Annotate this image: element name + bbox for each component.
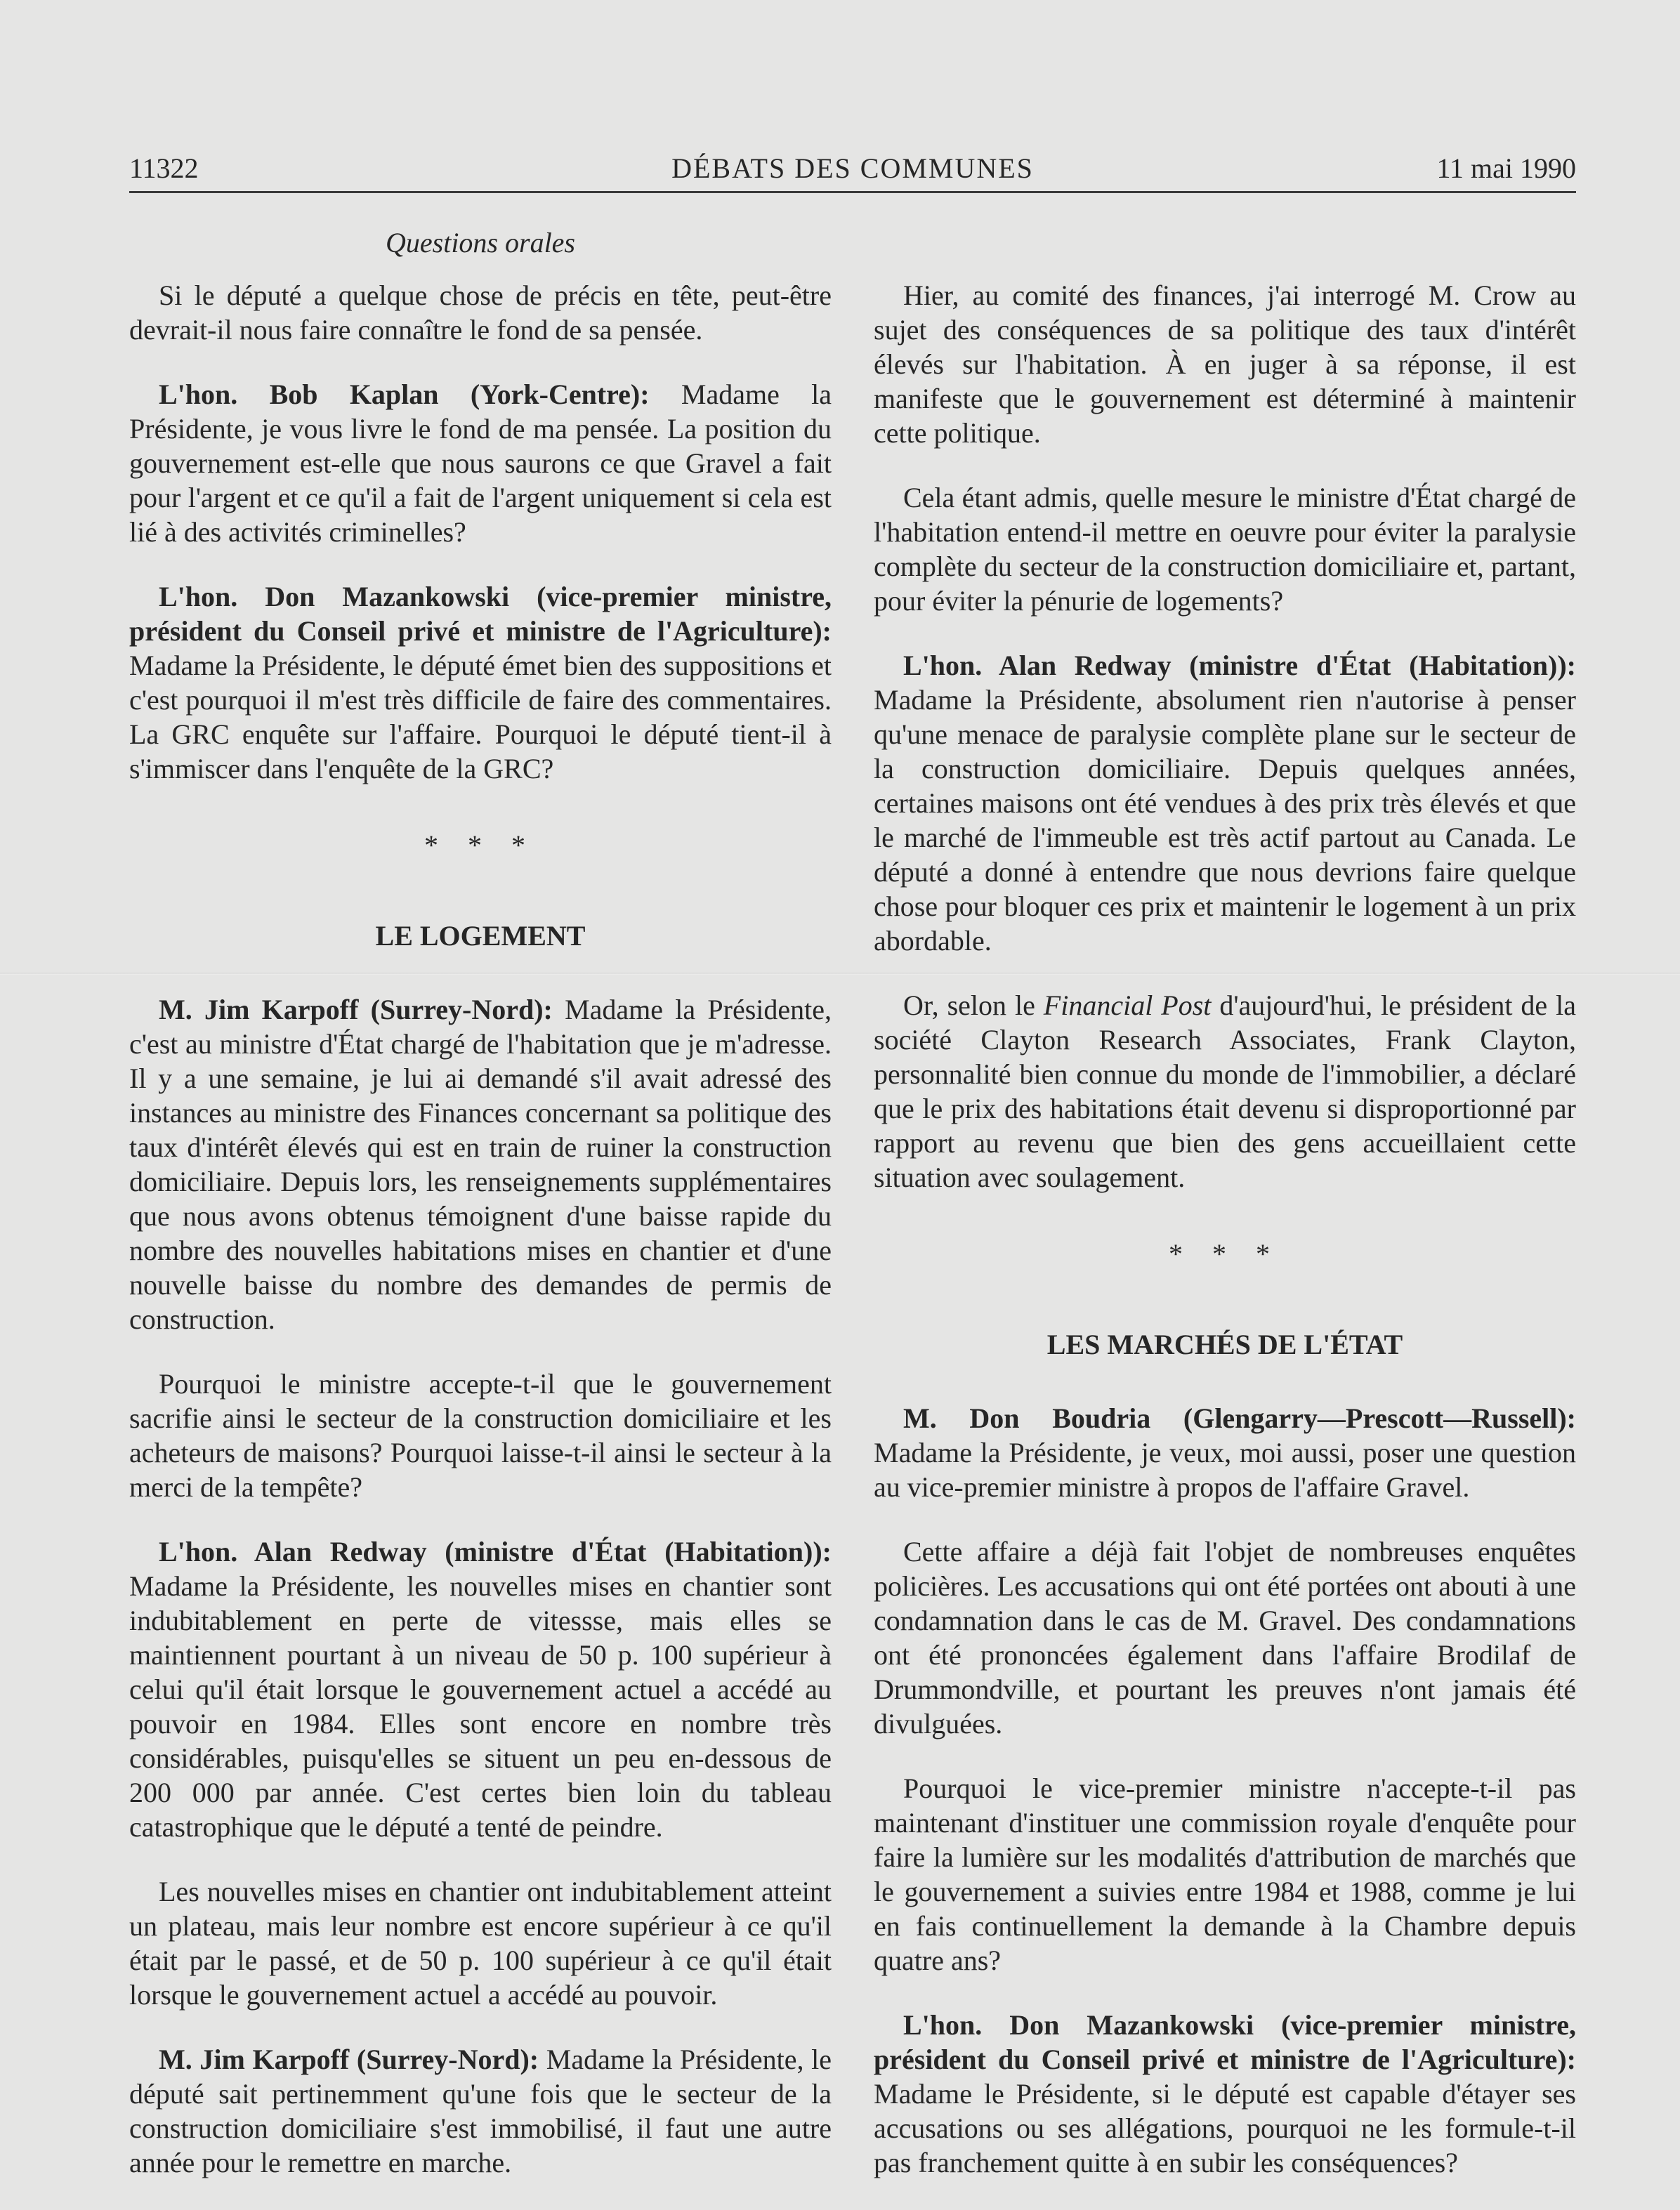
publication-title: DÉBATS DES COMMUNES bbox=[671, 152, 1034, 184]
paragraph bbox=[874, 480, 1576, 618]
paragraph bbox=[874, 1401, 1576, 1504]
paragraph-text: Madame la Présidente, je veux, moi aussi, poser une question au vice-premier ministre à propos de l'affaire Gravel. bbox=[874, 1437, 1576, 1503]
paragraph-text: Hier, au comité des finances, j'ai interrogé M. Crow au sujet des conséquences de sa politique des taux d'intérêt élevés sur l'habitation. À en juger à sa réponse, il est manifeste que le gouvernement est déterminé à maintenir cette politique. bbox=[874, 279, 1576, 449]
paragraph-text: Pourquoi le ministre accepte-t-il que le gouvernement sacrifie ainsi le secteur de la construction domiciliaire et les acheteurs de maisons? Pourquoi laisse-t-il ainsi le secteur à la merci de la tempête? bbox=[129, 1368, 832, 1503]
paragraph-text: Cela étant admis, quelle mesure le ministre d'État chargé de l'habitation entend-il mettre en oeuvre pour éviter la paralysie complète du secteur de la construction domiciliaire et, partant, pour éviter la pénurie de logements? bbox=[874, 482, 1576, 617]
paragraph bbox=[129, 377, 832, 549]
paragraph bbox=[874, 1534, 1576, 1741]
paragraph bbox=[874, 1771, 1576, 1978]
section-separator: * * * bbox=[1169, 1238, 1281, 1270]
speaker-name: L'hon. Don Mazankowski (vice-premier ministre, président du Conseil privé et ministre de l'Agriculture): bbox=[874, 2009, 1576, 2075]
page-header bbox=[129, 149, 1576, 193]
section-heading: LES MARCHÉS DE L'ÉTAT bbox=[1046, 1329, 1403, 1360]
paragraph bbox=[874, 988, 1576, 1195]
paragraph-text: Les nouvelles mises en chantier ont indubitablement atteint un plateau, mais leur nombre est encore supérieur à ce qu'il était par le passé, et de 50 p. 100 supérieur à ce qu'il était lorsque le gouvernement actuel a accédé au pouvoir. bbox=[129, 1876, 832, 2011]
page-date: 11 mai 1990 bbox=[1436, 152, 1576, 184]
paragraph-text: Madame la Présidente, absolument rien n'autorise à penser qu'une menace de paralysie complète plane sur le secteur de la construction domiciliaire. Depuis quelques années, certaines maisons ont été vendues à des prix très élevés et que le marché de l'immeuble est très actif partout au Canada. Le député a donné à entendre que nous devrions faire quelque chose pour bloquer ces prix et maintenir le logement à un prix abordable. bbox=[874, 684, 1576, 956]
paragraph-text: Pourquoi le vice-premier ministre n'accepte-t-il pas maintenant d'instituer une commission royale d'enquête pour faire la lumière sur les modalités d'attribution de marchés que le gouvernement a suivies entre 1984 et 1988, comme je lui en fais continuellement la demande à la Chambre depuis quatre ans? bbox=[874, 1772, 1576, 1976]
paragraph bbox=[129, 992, 832, 1336]
paragraph-text: Madame la Présidente, c'est au ministre d'État chargé de l'habitation que je m'adresse. Il y a une semaine, je lui ai demandé s'il avait adressé des instances au ministre des Finances concernant sa politique des taux d'intérêt élevés qui est en train de ruiner la construction domiciliaire. Depuis lors, les renseignements supplémentaires que nous avons obtenus témoignent d'une baisse rapide du nombre des nouvelles habitations mises en chantier et d'une nouvelle baisse du nombre des demandes de permis de construction. bbox=[129, 994, 832, 1335]
paragraph bbox=[874, 648, 1576, 958]
paragraph-text: d'aujourd'hui, le président de la société Clayton Research Associates, Frank Clayton, personnalité bien connue du monde de l'immobilier, a déclaré que le prix des habitations était devenu si disproportionné par rapport au revenu que bien des gens accueillaient cette situation avec soulagement. bbox=[874, 989, 1577, 1193]
paragraph bbox=[874, 278, 1576, 450]
paper-fold-line bbox=[0, 973, 1680, 975]
paragraph bbox=[129, 2042, 832, 2180]
section-label: Questions orales bbox=[386, 227, 575, 258]
paragraph bbox=[129, 278, 832, 347]
speaker-name: L'hon. Alan Redway (ministre d'État (Habitation)): bbox=[159, 1536, 832, 1567]
paragraph-text: Si le député a quelque chose de précis en tête, peut-être devrait-il nous faire connaître le fond de sa pensée. bbox=[129, 279, 832, 346]
speaker-name: L'hon. Bob Kaplan (York-Centre): bbox=[159, 379, 650, 410]
paragraph-text: Madame la Présidente, je vous livre le fond de ma pensée. La position du gouvernement est-elle que nous saurons ce que Gravel a fait pour l'argent et ce qu'il a fait de l'argent uniquement si cela est lié à des activités criminelles? bbox=[129, 379, 832, 548]
paragraph-text: Cette affaire a déjà fait l'objet de nombreuses enquêtes policières. Les accusations qui ont été portées ont abouti à une condamnation dans le cas de M. Gravel. Des condamnations ont été prononcées également dans l'affaire Brodilaf de Drummondville, et pourtant les preuves n'ont jamais été divulguées. bbox=[874, 1536, 1576, 1739]
section-separator: * * * bbox=[424, 829, 537, 861]
right-column bbox=[874, 278, 1576, 2210]
paragraph bbox=[129, 1534, 832, 1844]
paragraph-text: Madame la Présidente, les nouvelles mises en chantier sont indubitablement en perte de vitessse, mais elles se maintiennent pourtant à un niveau de 50 p. 100 supérieur à celui qu'il était lorsque le gouvernement actuel a accédé au pouvoir en 1984. Elles sont encore en nombre très considérables, puisqu'elles se situent un peu en-dessous de 200 000 par année. C'est certes bien loin du tableau catastrophique que le député a tenté de peindre. bbox=[129, 1570, 832, 1843]
paragraph-text: Madame la Présidente, le député sait pertinemment qu'une fois que le secteur de la construction domiciliaire s'est immobilisé, il faut une autre année pour le remettre en marche. bbox=[129, 2044, 832, 2178]
section-heading: LE LOGEMENT bbox=[375, 920, 586, 952]
paragraph bbox=[129, 1874, 832, 2012]
speaker-name: M. Don Boudria (Glengarry—Prescott—Russell): bbox=[903, 1402, 1576, 1434]
left-column bbox=[129, 278, 832, 2210]
paragraph bbox=[129, 1367, 832, 1504]
paragraph-text: Madame la Présidente, le député émet bien des suppositions et c'est pourquoi il m'est très difficile de faire des commentaires. La GRC enquête sur l'affaire. Pourquoi le député tient-il à s'immiscer dans l'enquête de la GRC? bbox=[129, 650, 832, 784]
paragraph bbox=[874, 2008, 1576, 2180]
speaker-name: L'hon. Don Mazankowski (vice-premier ministre, président du Conseil privé et ministre de l'Agriculture): bbox=[129, 581, 832, 647]
paragraph-text: Madame le Présidente, si le député est capable d'étayer ses accusations ou ses allégations, pourquoi ne les formule-t-il pas franchement quitte à en subir les conséquences? bbox=[874, 2078, 1576, 2178]
paragraph-text-before: Or, selon le bbox=[903, 989, 1044, 1021]
speaker-name: L'hon. Alan Redway (ministre d'État (Habitation)): bbox=[903, 650, 1576, 681]
speaker-name: M. Jim Karpoff (Surrey-Nord): bbox=[159, 2044, 539, 2075]
publication-name: Financial Post bbox=[1043, 989, 1212, 1021]
paragraph bbox=[129, 579, 832, 786]
speaker-name: M. Jim Karpoff (Surrey-Nord): bbox=[159, 994, 553, 1025]
page-number: 11322 bbox=[129, 152, 199, 184]
